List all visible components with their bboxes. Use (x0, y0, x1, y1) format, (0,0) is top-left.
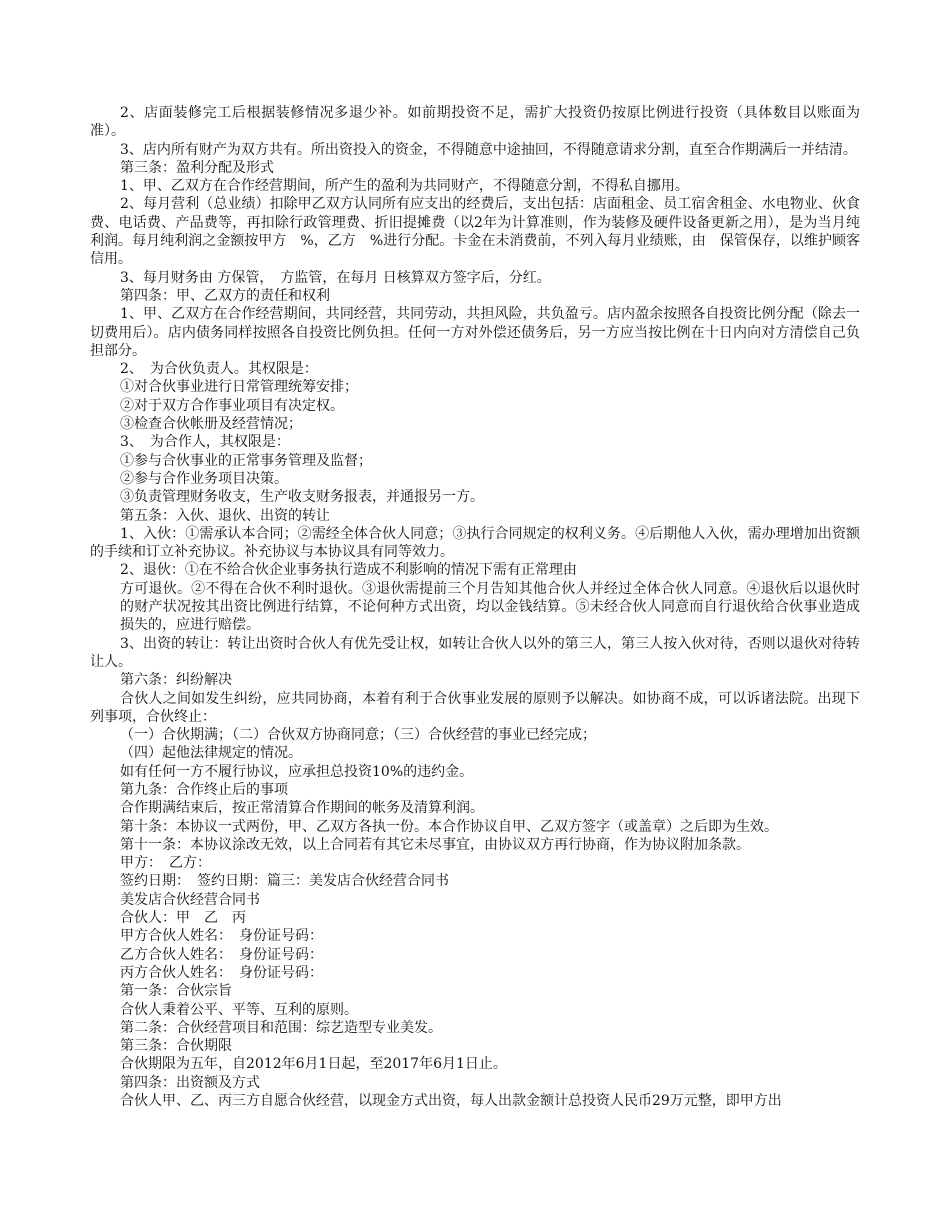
document-paragraph: 2、店面装修完工后根据装修情况多退少补。如前期投资不足，需扩大投资仍按原比例进行投资（具体数目以账面为准）。 (90, 105, 860, 140)
document-paragraph: 合伙人秉着公平、平等、互利的原则。 (120, 1001, 358, 1018)
document-paragraph: 第二条：合伙经营项目和范围：综艺造型专业美发。 (120, 1019, 442, 1036)
document-paragraph: 2、每月营利（总业绩）扣除甲乙双方认同所有应支出的经费后，支出包括：店面租金、员工宿舍租金、水电物业、伙食费、电话费、产品费等，再扣除行政管理费、折旧提摊费（以2年为计算准则，作为装修及硬件设备更新之用），是为当月纯利润。每月纯利润之金额按甲方 %，乙方 %进行分配。卡金在未消费前，不列入每月业绩账，由 保管保存，以维护顾客信用。 (90, 196, 860, 268)
document-paragraph: 第十一条：本协议涂改无效，以上合同若有其它未尽事宜，由协议双方再行协商，作为协议附加条款。 (120, 836, 750, 853)
document-paragraph: 3、每月财务由 方保管， 方监管，在每月 日核算双方签字后，分红。 (120, 269, 551, 286)
document-paragraph: 合伙期限为五年，自2012年6月1日起，至2017年6月1日止。 (120, 1056, 507, 1073)
document-paragraph: 第四条：出资额及方式 (120, 1074, 260, 1091)
document-paragraph: 2、退伙：①在不给合伙企业事务执行造成不利影响的情况下需有正常理由 (120, 562, 577, 579)
document-paragraph: ③负责管理财务收支，生产收支财务报表，并通报另一方。 (120, 489, 484, 506)
document-paragraph: ①对合伙事业进行日常管理统筹安排； (120, 379, 358, 396)
document-paragraph: （一）合伙期满；（二）合伙双方协商同意；（三）合伙经营的事业已经完成； (120, 727, 596, 744)
document-paragraph: （四）起他法律规定的情况。 (120, 745, 302, 762)
document-paragraph: 合伙人之间如发生纠纷，应共同协商，本着有利于合伙事业发展的原则予以解决。如协商不成，可以诉诸法院。出现下列事项，合伙终止： (90, 690, 860, 725)
document-paragraph: 甲方： 乙方： (120, 855, 211, 872)
document-paragraph: 合伙人甲、乙、丙三方自愿合伙经营，以现金方式出资，每人出款金额计总投资人民币29万元整，即甲方出 (120, 1093, 782, 1110)
document-paragraph: 美发店合伙经营合同书 (120, 891, 260, 908)
document-paragraph: 第三条：合伙期限 (120, 1038, 232, 1055)
document-paragraph: ②对于双方合作事业项目有决定权。 (120, 397, 344, 414)
document-paragraph: 第一条：合伙宗旨 (120, 983, 232, 1000)
document-paragraph: 3、 为合作人，其权限是： (120, 434, 290, 451)
document-paragraph: 3、店内所有财产为双方共有。所出资投入的资金，不得随意中途抽回，不得随意请求分割，直至合作期满后一并结清。 (120, 141, 857, 158)
document-paragraph: ①参与合伙事业的正常事务管理及监督； (120, 452, 372, 469)
document-paragraph: 2、 为合伙负责人。其权限是： (120, 361, 318, 378)
document-paragraph: 如有任何一方不履行协议，应承担总投资10%的违约金。 (120, 763, 474, 780)
document-paragraph: 1、甲、乙双方在合作经营期间，共同经营，共同劳动，共担风险，共负盈亏。店内盈余按照各自投资比例分配（除去一切费用后）。店内债务同样按照各自投资比例负担。任何一方对外偿还债务后，另一方应当按比例在十日内向对方清偿自己负担部分。 (90, 306, 860, 359)
document-paragraph: 签约日期： 签约日期：篇三：美发店合伙经营合同书 (120, 873, 449, 890)
document-paragraph: 1、甲、乙双方在合作经营期间，所产生的盈利为共同财产，不得随意分割，不得私自挪用。 (120, 178, 689, 195)
document-paragraph: 第三条：盈利分配及形式 (120, 159, 274, 176)
document-paragraph: 方可退伙。②不得在合伙不利时退伙。③退伙需提前三个月告知其他合伙人并经过全体合伙人同意。④退伙后以退伙时的财产状况按其出资比例进行结算，不论何种方式出资，均以金钱结算。⑤未经合伙人同意而自行退伙给合伙事业造成损失的，应进行赔偿。 (120, 580, 860, 634)
document-body (90, 104, 860, 1110)
document-paragraph: 乙方合伙人姓名： 身份证号码： (120, 946, 323, 963)
document-paragraph: 第六条：纠纷解决 (120, 672, 232, 689)
document-paragraph: 1、入伙：①需承认本合同；②需经全体合伙人同意；③执行合同规定的权利义务。④后期他人入伙，需办理增加出资额的手续和订立补充协议。补充协议与本协议具有同等效力。 (90, 525, 860, 561)
document-paragraph: 第五条：入伙、退伙、出资的转让 (120, 507, 330, 524)
document-paragraph: ③检查合伙帐册及经营情况； (120, 416, 302, 433)
document-paragraph: 丙方合伙人姓名： 身份证号码： (120, 964, 323, 981)
document-paragraph: 合作期满结束后，按正常清算合作期间的帐务及清算利润。 (120, 800, 484, 817)
document-paragraph: 第九条：合作终止后的事项 (120, 781, 288, 798)
document-paragraph: ②参与合作业务项目决策。 (120, 470, 288, 487)
document-paragraph: 第十条：本协议一式两份，甲、乙双方各执一份。本合作协议自甲、乙双方签字（或盖章）之后即为生效。 (120, 818, 778, 835)
document-paragraph: 合伙人：甲 乙 丙 (120, 910, 246, 927)
document-paragraph: 甲方合伙人姓名： 身份证号码： (120, 928, 323, 945)
document-paragraph: 3、出资的转让：转让出资时合伙人有优先受让权，如转让合伙人以外的第三人，第三人按入伙对待，否则以退伙对待转让人。 (90, 635, 860, 670)
document-paragraph: 第四条：甲、乙双方的责任和权利 (120, 287, 330, 304)
